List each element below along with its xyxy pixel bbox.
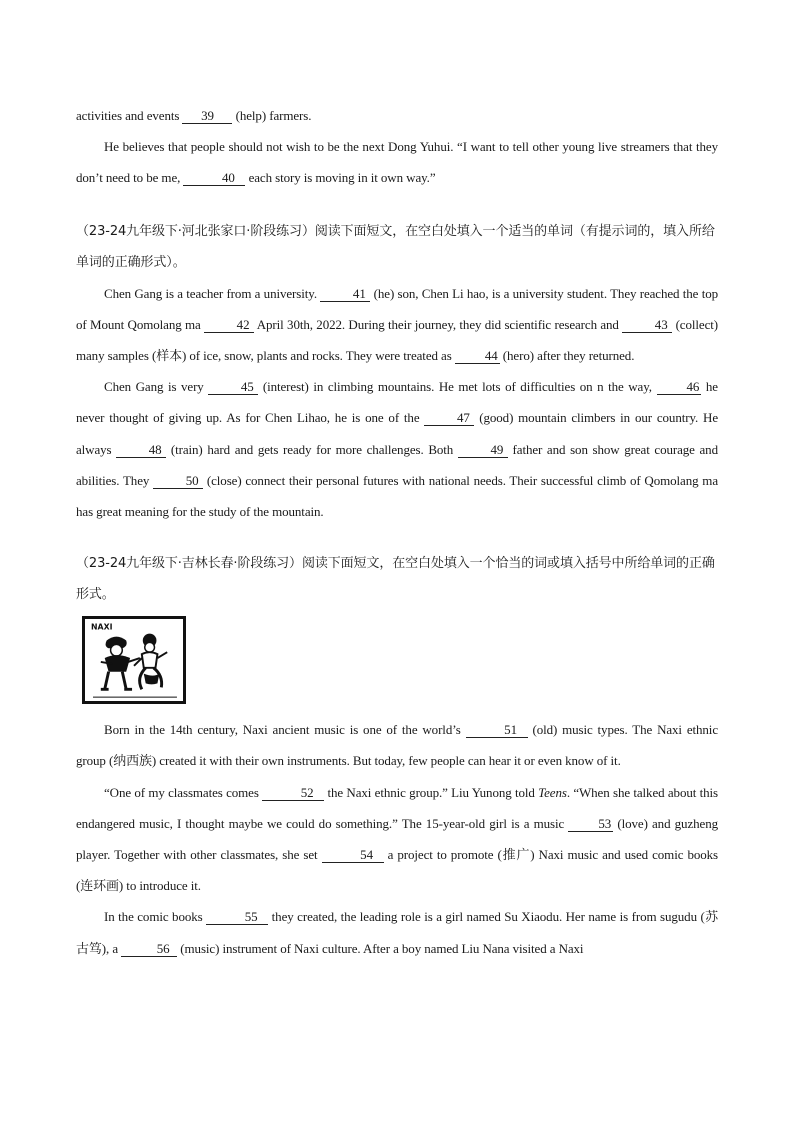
- blank-50[interactable]: 50: [153, 473, 203, 489]
- section3-heading: （23-24九年级下·吉林长春·阶段练习）阅读下面短文，在空白处填入一个恰当的词或填入括号中所给单词的正确形式。: [76, 556, 715, 603]
- section3-paragraph-1: Born in the 14th century, Naxi ancient music is one of the world’s 51 (old) music types. The Naxi ethnic group (纳西族) created it with their own instruments. But today, few people can hear it or even know of it.: [76, 722, 718, 769]
- blank-47[interactable]: 47: [424, 410, 474, 426]
- section2-paragraph-2: Chen Gang is very 45 (interest) in climbing mountains. He met lots of difficulties on n the way, 46 he never thought of giving up. As for Chen Lihao, he is one of the 47 (good) mountain climbers in our country. He always 48 (train) hard and gets ready for more challenges. Both 49 father and son show great courage and abilities. They 50 (close) connect their personal futures with national needs. Their successful climb of Qomolang ma has great meaning for the study of the mountain.: [76, 379, 718, 520]
- blank-40[interactable]: 40: [183, 170, 245, 186]
- blank-51[interactable]: 51: [466, 722, 528, 738]
- blank-43[interactable]: 43: [622, 317, 672, 333]
- comic-illustration: [82, 616, 186, 704]
- passage1-paragraph: He believes that people should not wish to be the next Dong Yuhui. “I want to tell other young live streamers that they don’t need to be me, 40 each story is moving in it own way.”: [76, 139, 718, 186]
- blank-52[interactable]: 52: [262, 785, 324, 801]
- blank-44[interactable]: 44: [455, 348, 500, 364]
- blank-54[interactable]: 54: [322, 847, 384, 863]
- section3-paragraph-2: “One of my classmates comes 52 the Naxi ethnic group.” Liu Yunong told Teens. “When she talked about this endangered music, I thought maybe we could do something.” The 15-year-old girl is a music 53 (love) and guzheng player. Together with other classmates, she set 54 a project to promote (推广) Naxi music and used comic books (连环画) to introduce it.: [76, 784, 719, 894]
- blank-48[interactable]: 48: [116, 442, 166, 458]
- document-page: [76, 100, 718, 964]
- blank-41[interactable]: 41: [320, 286, 370, 302]
- section2-paragraph-1: Chen Gang is a teacher from a university. 41 (he) son, Chen Li hao, is a university student. They reached the top of Mount Qomolang ma 42 April 30th, 2022. During their journey, they did scientific research and 43 (collect) many samples (样本) of ice, snow, plants and rocks. They were treated as 44 (hero) after they returned.: [76, 285, 719, 364]
- passage1-line: activities and events 39 (help) farmers.: [76, 108, 312, 123]
- blank-53[interactable]: 53: [568, 816, 613, 832]
- blank-55[interactable]: 55: [206, 909, 268, 925]
- blank-42[interactable]: 42: [204, 317, 254, 333]
- comic-label: NAXI: [91, 622, 113, 632]
- section3-paragraph-3: In the comic books 55 they created, the leading role is a girl named Su Xiaodu. Her name is from sugudu (苏古笃), a 56 (music) instrument of Naxi culture. After a boy named Liu Nana visited a Naxi: [76, 909, 719, 956]
- blank-56[interactable]: 56: [121, 941, 177, 957]
- teens-magazine-title: Teens: [538, 784, 567, 800]
- comic-drawing: [85, 619, 183, 701]
- blank-46[interactable]: 46: [657, 379, 702, 395]
- blank-39[interactable]: 39: [182, 108, 232, 124]
- blank-45[interactable]: 45: [208, 379, 258, 395]
- section2-heading: （23-24九年级下·河北张家口·阶段练习）阅读下面短文，在空白处填入一个适当的单词（有提示词的，填入所给单词的正确形式）。: [76, 223, 715, 270]
- blank-49[interactable]: 49: [458, 442, 508, 458]
